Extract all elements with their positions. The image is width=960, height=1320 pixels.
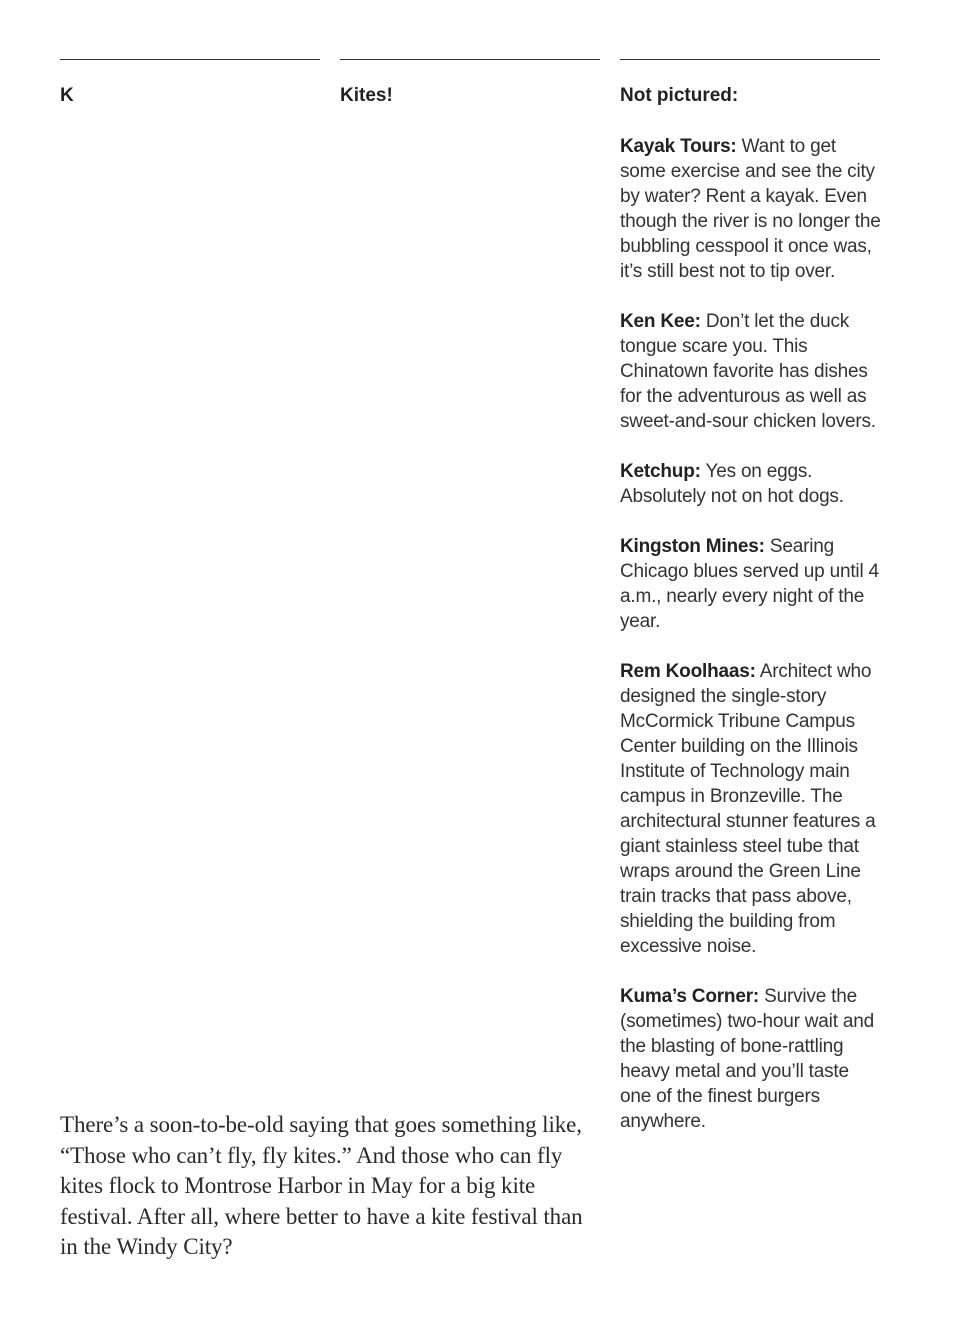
- entry-term: Rem Koolhaas:: [620, 661, 756, 682]
- entry-kingston-mines: [620, 534, 882, 634]
- entry-term: Ken Kee:: [620, 311, 701, 332]
- entry-text: Architect who designed the single-story McCormick Tribune Campus Center building on the Illinois Institute of Technology main campus in Bronzeville. The architectural stunner features a giant stainless steel tube that wraps around the Green Line train tracks that pass above, shielding the building from excessive noise.: [620, 661, 876, 957]
- kites-paragraph: There’s a soon-to-be-old saying that goes something like, “Those who can’t fly, fly kites.” And those who can fly kites flock to Montrose Harbor in May for a big kite festival. After all, where better to have a kite festival than in the Windy City?: [60, 1112, 583, 1259]
- not-pictured-list: [620, 134, 882, 1159]
- column-rule-middle: [340, 59, 600, 60]
- entry-term: Ketchup:: [620, 461, 701, 482]
- column-rule-left: [60, 59, 320, 60]
- entry-text: Survive the (sometimes) two-hour wait and the blasting of bone-rattling heavy metal and you’ll taste one of the finest burgers anywhere.: [620, 986, 874, 1132]
- kites-heading: Kites!: [340, 85, 393, 106]
- entry-term: Kayak Tours:: [620, 136, 737, 157]
- entry-text: Don’t let the duck tongue scare you. This Chinatown favorite has dishes for the adventurous as well as sweet-and-sour chicken lovers.: [620, 311, 876, 432]
- not-pictured-heading: Not pictured:: [620, 85, 739, 106]
- entry-text: Searing Chicago blues served up until 4 a.m., nearly every night of the year.: [620, 536, 879, 632]
- entry-text: Yes on eggs. Absolutely not on hot dogs.: [620, 461, 844, 507]
- entry-kumas-corner: [620, 984, 882, 1134]
- column-rule-right: [620, 59, 880, 60]
- entry-term: Kingston Mines:: [620, 536, 765, 557]
- entry-text: Want to get some exercise and see the city by water? Rent a kayak. Even though the river is no longer the bubbling cesspool it once was, it’s still best not to tip over.: [620, 136, 881, 282]
- section-letter-heading: K: [60, 85, 74, 106]
- entry-kayak-tours: [620, 134, 882, 284]
- entry-rem-koolhaas: [620, 659, 882, 959]
- entry-ketchup: [620, 459, 882, 509]
- entry-term: Kuma’s Corner:: [620, 986, 760, 1007]
- entry-ken-kee: [620, 309, 882, 434]
